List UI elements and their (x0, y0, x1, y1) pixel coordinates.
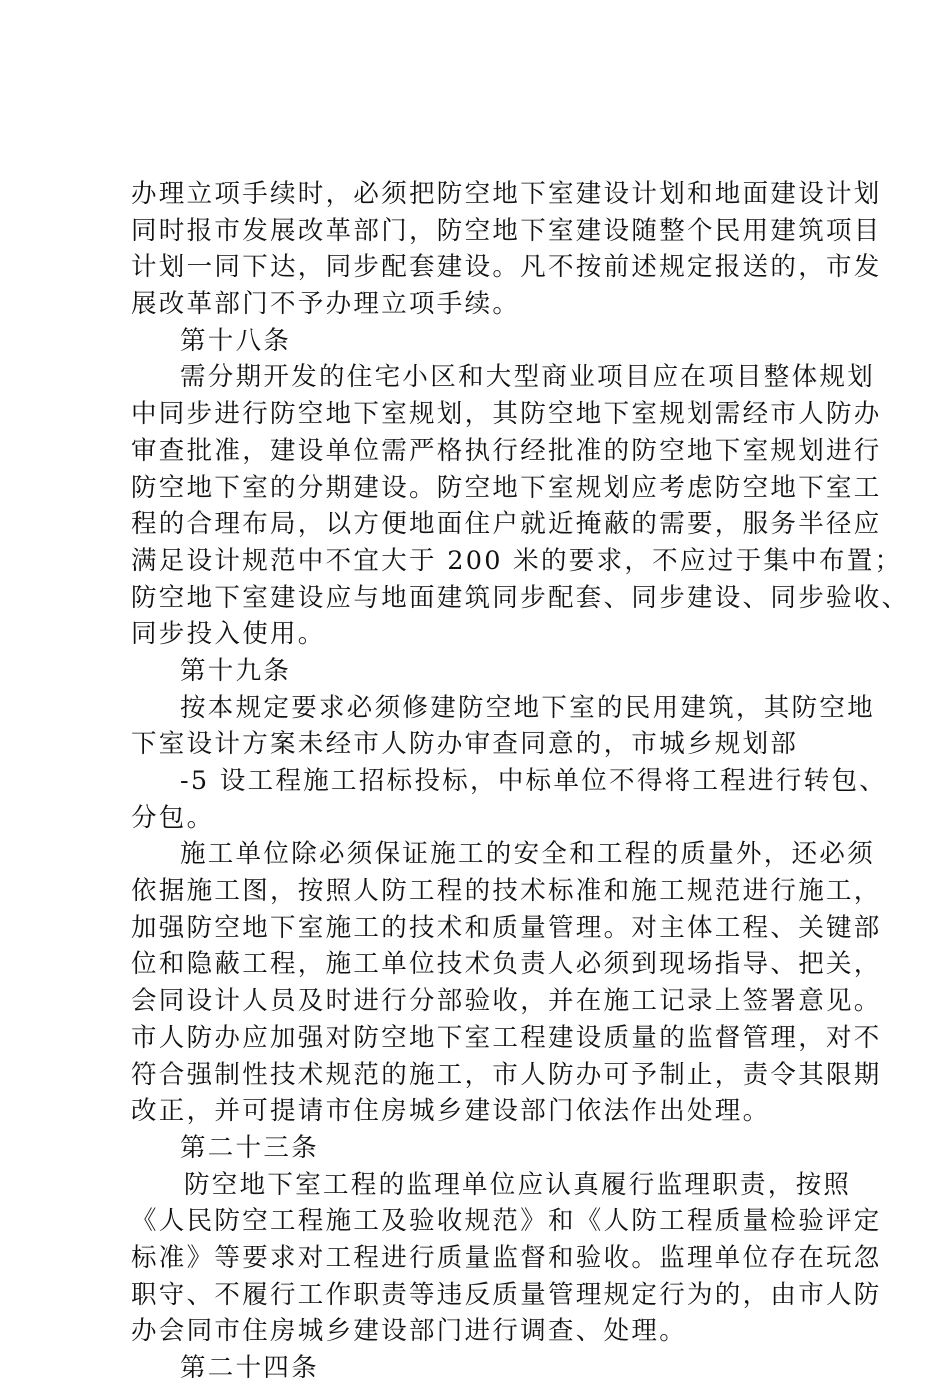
text-line: 标准》等要求对工程进行质量监督和验收。监理单位存在玩忽 (131, 1242, 882, 1273)
text-line: 计划一同下达，同步配套建设。凡不按前述规定报送的，市发 (131, 252, 882, 283)
text-line: 施工单位除必须保证施工的安全和工程的质量外，还必须 (180, 839, 876, 870)
text-line: 防空地下室建设应与地面建筑同步配套、同步建设、同步验收、 (131, 582, 910, 613)
text-line: 分包。 (131, 802, 215, 833)
text-line: 中同步进行防空地下室规划，其防空地下室规划需经市人防办 (131, 399, 882, 430)
article-heading: 第十八条 (180, 325, 292, 356)
text-line: 按本规定要求必须修建防空地下室的民用建筑，其防空地 (180, 692, 876, 723)
document-body (131, 176, 910, 1387)
text-line: 会同设计人员及时进行分部验收，并在施工记录上签署意见。 (131, 986, 882, 1017)
text-line: 符合强制性技术规范的施工，市人防办可予制止，责令其限期 (131, 1059, 882, 1090)
text-line: 程的合理布局，以方便地面住户就近掩蔽的需要，服务半径应 (131, 509, 882, 540)
text-line: 防空地下室工程的监理单位应认真履行监理职责，按照 (184, 1169, 852, 1200)
article-heading: 第十九条 (180, 655, 292, 686)
text-line: 改正，并可提请市住房城乡建设部门依法作出处理。 (131, 1096, 771, 1127)
text-line: 需分期开发的住宅小区和大型商业项目应在项目整体规划 (180, 362, 876, 393)
text-line: 同时报市发展改革部门，防空地下室建设随整个民用建筑项目 (131, 215, 882, 246)
text-line: 位和隐蔽工程，施工单位技术负责人必须到现场指导、把关， (131, 949, 882, 980)
text-line: 下室设计方案未经市人防办审查同意的，市城乡规划部 (131, 729, 799, 760)
text-line: 同步投入使用。 (131, 619, 326, 650)
text-line: 《人民防空工程施工及验收规范》和《人防工程质量检验评定 (131, 1206, 882, 1237)
text-line: 满足设计规范中不宜大于 200 米的要求，不应过于集中布置； (131, 545, 903, 576)
text-line: 审查批准，建设单位需严格执行经批准的防空地下室规划进行 (131, 435, 882, 466)
text-line: 加强防空地下室施工的技术和质量管理。对主体工程、关键部 (131, 912, 882, 943)
text-line: -5 设工程施工招标投标，中标单位不得将工程进行转包、 (180, 766, 888, 796)
text-line: 办会同市住房城乡建设部门进行调查、处理。 (131, 1316, 688, 1347)
text-line: 防空地下室的分期建设。防空地下室规划应考虑防空地下室工 (131, 472, 882, 503)
text-line: 展改革部门不予办理立项手续。 (131, 289, 521, 320)
text-line: 办理立项手续时，必须把防空地下室建设计划和地面建设计划 (131, 179, 882, 209)
text-line: 依据施工图，按照人防工程的技术标准和施工规范进行施工， (131, 876, 882, 907)
article-heading: 第二十三条 (180, 1132, 320, 1163)
article-heading: 第二十四条 (180, 1353, 320, 1383)
text-line: 职守、不履行工作职责等违反质量管理规定行为的，由市人防 (131, 1279, 882, 1310)
text-line: 市人防办应加强对防空地下室工程建设质量的监督管理，对不 (131, 1022, 882, 1053)
